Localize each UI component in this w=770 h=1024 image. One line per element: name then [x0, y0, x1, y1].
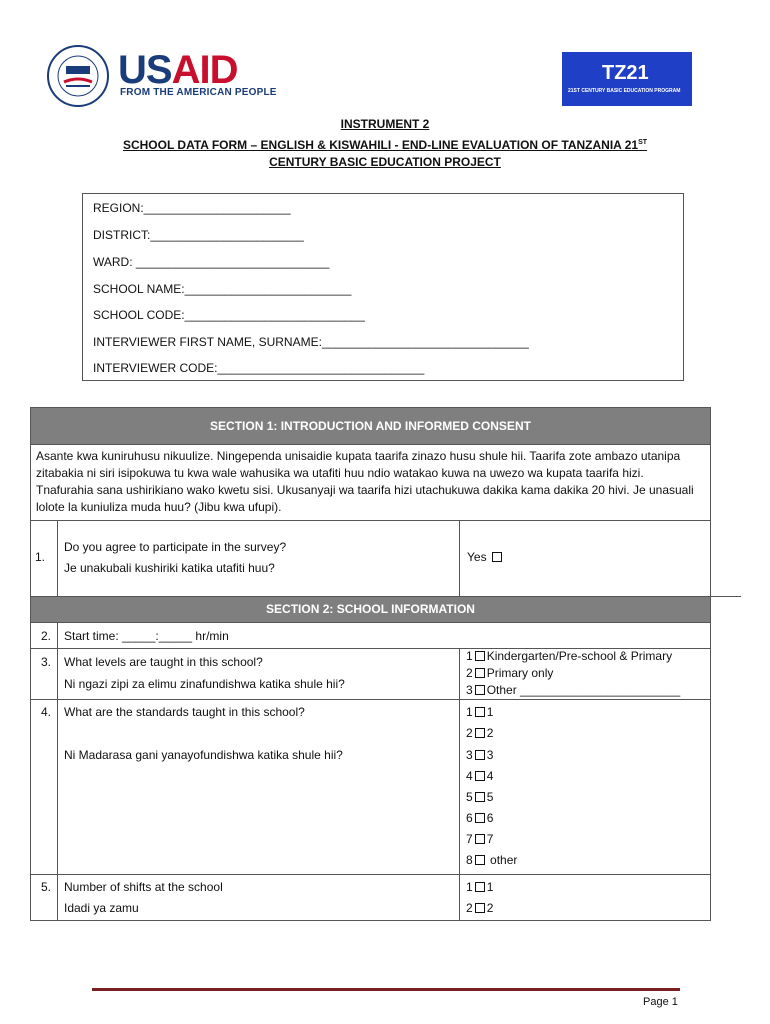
interviewer-name-field[interactable]: INTERVIEWER FIRST NAME, SURNAME:_______________________________ [93, 335, 529, 349]
checkbox-icon[interactable] [475, 651, 485, 661]
q4-option-8[interactable]: 8 other [466, 853, 518, 867]
q3-question-sw: Ni ngazi zipi za elimu zinafundishwa katika shule hii? [64, 677, 345, 691]
q5-question-sw: Idadi ya zamu [64, 901, 139, 915]
q1-question-en: Do you agree to participate in the survey? [64, 540, 287, 554]
q4-number: 4. [41, 705, 52, 719]
q3-question-en: What levels are taught in this school? [64, 655, 263, 669]
q4-option-4[interactable]: 4 4 [466, 769, 494, 783]
footer-divider [92, 988, 680, 991]
section1-header: SECTION 1: INTRODUCTION AND INFORMED CONSENT [31, 408, 710, 444]
checkbox-icon[interactable] [475, 728, 485, 738]
checkbox-icon[interactable] [475, 685, 485, 695]
usaid-tagline: FROM THE AMERICAN PEOPLE [120, 87, 277, 98]
form-title-line1: SCHOOL DATA FORM – ENGLISH & KISWAHILI - END-LINE EVALUATION OF TANZANIA 21ST [122, 138, 648, 152]
start-time-field[interactable]: Start time: _____:_____ hr/min [64, 629, 229, 643]
checkbox-icon[interactable] [475, 707, 485, 717]
q2-number: 2. [41, 629, 52, 643]
checkbox-icon[interactable] [475, 903, 485, 913]
checkbox-icon[interactable] [475, 882, 485, 892]
q4-question-sw: Ni Madarasa gani yanayofundishwa katika shule hii? [64, 748, 343, 762]
checkbox-icon[interactable] [475, 855, 485, 865]
usaid-wordmark: USAID [118, 48, 238, 92]
district-field[interactable]: DISTRICT:_______________________ [93, 228, 304, 242]
q5-option-2[interactable]: 2 2 [466, 901, 494, 915]
q3-option-3[interactable]: 3 Other ________________________ [466, 683, 681, 697]
q4-option-2[interactable]: 2 2 [466, 726, 494, 740]
q4-option-3[interactable]: 3 3 [466, 748, 494, 762]
instrument-heading: INSTRUMENT 2 [340, 117, 430, 131]
q1-number: 1. [35, 550, 46, 564]
checkbox-icon[interactable] [475, 750, 485, 760]
usaid-seal-logo [46, 44, 110, 108]
q3-option-2[interactable]: 2 Primary only [466, 666, 554, 680]
checkbox-icon[interactable] [492, 552, 502, 562]
tz21-title: TZ21 [602, 62, 649, 84]
q3-option-1[interactable]: 1 Kindergarten/Pre-school & Primary [466, 649, 673, 663]
q4-option-1[interactable]: 1 1 [466, 705, 494, 719]
q5-question-en: Number of shifts at the school [64, 880, 223, 894]
q1-yes-option[interactable]: Yes [467, 547, 504, 568]
checkbox-icon[interactable] [475, 834, 485, 844]
q4-option-7[interactable]: 7 7 [466, 832, 494, 846]
q1-question-sw: Je unakubali kushiriki katika utafiti huu? [64, 561, 275, 575]
tz21-logo [562, 52, 692, 106]
q5-option-1[interactable]: 1 1 [466, 880, 494, 894]
ward-field[interactable]: WARD: _____________________________ [93, 255, 330, 269]
checkbox-icon[interactable] [475, 792, 485, 802]
school-info-box [82, 193, 684, 381]
page-number: Page 1 [643, 996, 678, 1008]
consent-intro-text: Asante kwa kuniruhusu nikuulize. Ningependa unisaidie kupata taarifa zinazo husu shule hii. Taarifa zote ambazo utanipa zitabakia ni siri isipokuwa tu kwa wale wahusika wa utafiti huu ndio watakao kuwa na uwezo wa kupata taarifa hizi. Tnafurahia sana ushirikiano wako kwetu sisi. Ukusanyaji wa taarifa hizi utachukuwa dakika kama dakika 20 hivi. Je unasuali lolote la kuniuliza muda huu? (Jibu kwa ufupi). [36, 449, 694, 514]
school-name-field[interactable]: SCHOOL NAME:_________________________ [93, 282, 352, 296]
form-title-line2: CENTURY BASIC EDUCATION PROJECT [269, 155, 501, 169]
q4-question-en: What are the standards taught in this school? [64, 705, 305, 719]
checkbox-icon[interactable] [475, 771, 485, 781]
q5-number: 5. [41, 880, 52, 894]
interviewer-code-field[interactable]: INTERVIEWER CODE:_______________________________ [93, 361, 425, 375]
tz21-subtitle: 21ST CENTURY BASIC EDUCATION PROGRAM [568, 88, 681, 94]
section2-header: SECTION 2: SCHOOL INFORMATION [31, 597, 710, 622]
school-code-field[interactable]: SCHOOL CODE:___________________________ [93, 308, 365, 322]
region-field[interactable]: REGION:______________________ [93, 201, 291, 215]
q4-option-6[interactable]: 6 6 [466, 811, 494, 825]
q4-option-5[interactable]: 5 5 [466, 790, 494, 804]
checkbox-icon[interactable] [475, 813, 485, 823]
checkbox-icon[interactable] [475, 668, 485, 678]
q3-number: 3. [41, 655, 52, 669]
